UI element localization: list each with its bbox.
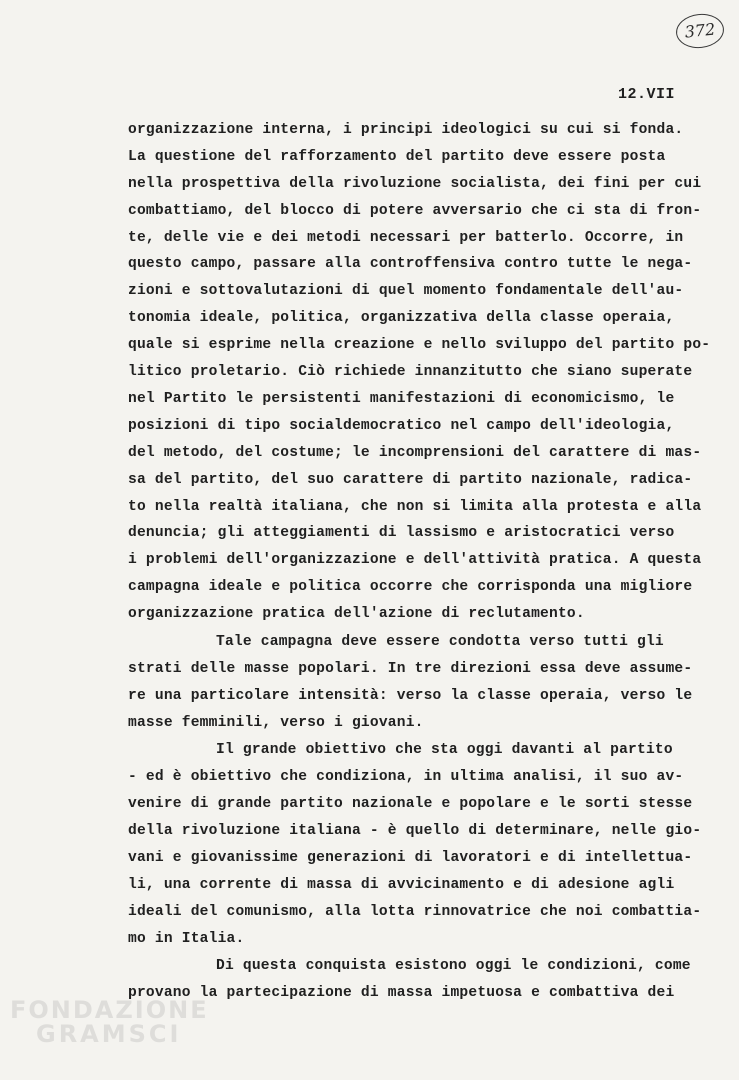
text-line: strati delle masse popolari. In tre direzioni essa deve assume- — [128, 661, 693, 677]
text-line: Di questa conquista esistono oggi le condizioni, come — [216, 958, 691, 974]
text-line: li, una corrente di massa di avvicinamento e di adesione agli — [128, 877, 675, 893]
text-line: questo campo, passare alla controffensiva contro tutte le nega- — [128, 256, 693, 272]
text-line: vani e giovanissime generazioni di lavoratori e di intellettua- — [128, 850, 693, 866]
watermark-line-2: GRAMSCI — [36, 1020, 182, 1048]
text-line: litico proletario. Ciò richiede innanzitutto che siano superate — [128, 364, 693, 380]
text-line: - ed è obiettivo che condiziona, in ultima analisi, il suo av- — [128, 769, 684, 785]
text-line: Tale campagna deve essere condotta verso tutti gli — [216, 634, 664, 650]
text-line: ideali del comunismo, alla lotta rinnovatrice che noi combattia- — [128, 904, 702, 920]
text-line: combattiamo, del blocco di potere avversario che ci sta di fron- — [128, 203, 702, 219]
text-line: quale si esprime nella creazione e nello sviluppo del partito po- — [128, 337, 711, 353]
text-line: nel Partito le persistenti manifestazioni di economicismo, le — [128, 391, 675, 407]
text-line: to nella realtà italiana, che non si limita alla protesta e alla — [128, 499, 702, 515]
text-line: re una particolare intensità: verso la classe operaia, verso le — [128, 688, 693, 704]
text-line: del metodo, del costume; le incomprensioni del carattere di mas- — [128, 445, 702, 461]
text-line: della rivoluzione italiana - è quello di determinare, nelle gio- — [128, 823, 702, 839]
text-line: campagna ideale e politica occorre che corrisponda una migliore — [128, 579, 693, 595]
text-line: posizioni di tipo socialdemocratico nel campo dell'ideologia, — [128, 418, 675, 434]
text-line: Il grande obiettivo che sta oggi davanti al partito — [216, 742, 673, 758]
watermark-line-1: FONDAZIONE — [10, 996, 209, 1024]
text-line: mo in Italia. — [128, 931, 245, 947]
text-line: i problemi dell'organizzazione e dell'attività pratica. A questa — [128, 552, 702, 568]
text-line: tonomia ideale, politica, organizzativa della classe operaia, — [128, 310, 675, 326]
text-line: denuncia; gli atteggiamenti di lassismo e aristocratici verso — [128, 525, 675, 541]
archive-watermark — [10, 998, 209, 1046]
archive-page-number: 372 — [674, 12, 725, 51]
text-line: La questione del rafforzamento del partito deve essere posta — [128, 149, 666, 165]
text-line: sa del partito, del suo carattere di partito nazionale, radica- — [128, 472, 693, 488]
page-date: 12.VII — [618, 86, 676, 103]
text-line: masse femminili, verso i giovani. — [128, 715, 424, 731]
text-line: organizzazione pratica dell'azione di reclutamento. — [128, 606, 585, 622]
text-line: zioni e sottovalutazioni di quel momento fondamentale dell'au- — [128, 283, 684, 299]
text-line: provano la partecipazione di massa impetuosa e combattiva dei — [128, 985, 675, 1001]
text-line: venire di grande partito nazionale e popolare e le sorti stesse — [128, 796, 693, 812]
text-line: organizzazione interna, i principi ideologici su cui si fonda. — [128, 122, 684, 138]
text-line: te, delle vie e dei metodi necessari per batterlo. Occorre, in — [128, 230, 684, 246]
text-line: nella prospettiva della rivoluzione socialista, dei fini per cui — [128, 176, 702, 192]
